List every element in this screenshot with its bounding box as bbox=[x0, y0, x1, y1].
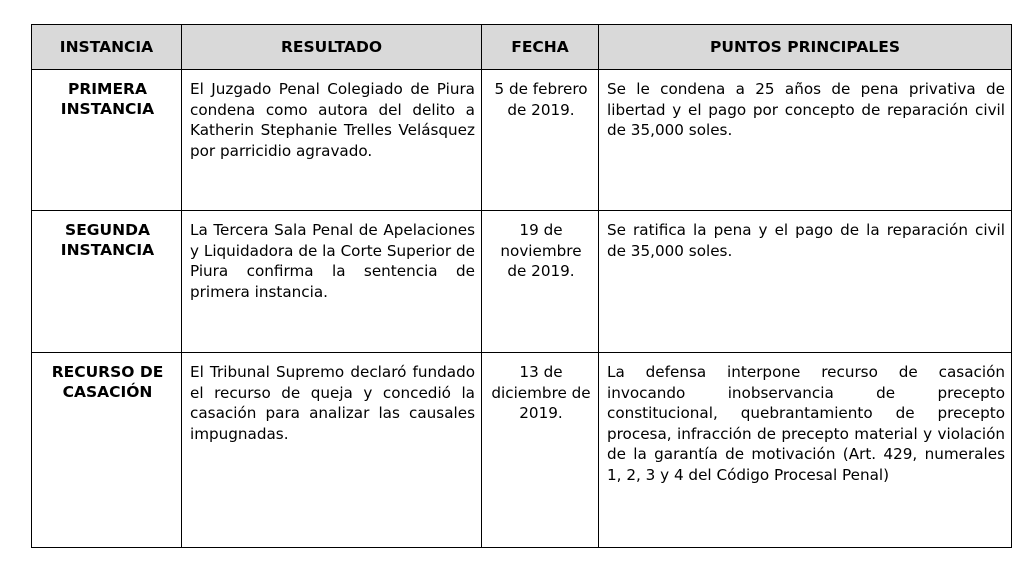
instance-cell bbox=[32, 70, 182, 211]
points-cell: La defensa interpone recurso de casación invocando inobservancia de precepto constitucional, quebrantamiento de precepto procesa, infracción de precepto material y violación de la garantía de motivación (Art. 429, numerales 1, 2, 3 y 4 del Código Procesal Penal) bbox=[599, 353, 1012, 548]
result-cell: La Tercera Sala Penal de Apelaciones y Liquidadora de la Corte Superior de Piura confirma la sentencia de primera instancia. bbox=[182, 211, 482, 353]
header-result: RESULTADO bbox=[182, 25, 482, 70]
header-date: FECHA bbox=[482, 25, 599, 70]
instance-label: RECURSO DE CASACIÓN bbox=[51, 363, 164, 401]
instance-label: SEGUNDA INSTANCIA bbox=[60, 221, 155, 259]
result-cell: El Juzgado Penal Colegiado de Piura condena como autora del delito a Katherin Stephanie Trelles Velásquez por parricidio agravado. bbox=[182, 70, 482, 211]
instance-cell bbox=[32, 211, 182, 353]
date-cell: 5 de febrero de 2019. bbox=[482, 70, 599, 211]
header-instance: INSTANCIA bbox=[32, 25, 182, 70]
header-row bbox=[32, 25, 1012, 70]
date-cell: 19 de noviembre de 2019. bbox=[482, 211, 599, 353]
header-points: PUNTOS PRINCIPALES bbox=[599, 25, 1012, 70]
instance-cell bbox=[32, 353, 182, 548]
table-body bbox=[32, 70, 1012, 548]
points-cell: Se ratifica la pena y el pago de la reparación civil de 35,000 soles. bbox=[599, 211, 1012, 353]
case-summary-table bbox=[31, 24, 1012, 548]
date-cell: 13 de diciembre de 2019. bbox=[482, 353, 599, 548]
table-row bbox=[32, 211, 1012, 353]
table-header bbox=[32, 25, 1012, 70]
table-row bbox=[32, 353, 1012, 548]
table-row bbox=[32, 70, 1012, 211]
points-cell: Se le condena a 25 años de pena privativa de libertad y el pago por concepto de reparación civil de 35,000 soles. bbox=[599, 70, 1012, 211]
result-cell: El Tribunal Supremo declaró fundado el recurso de queja y concedió la casación para analizar las causales impugnadas. bbox=[182, 353, 482, 548]
instance-label: PRIMERA INSTANCIA bbox=[60, 80, 155, 118]
